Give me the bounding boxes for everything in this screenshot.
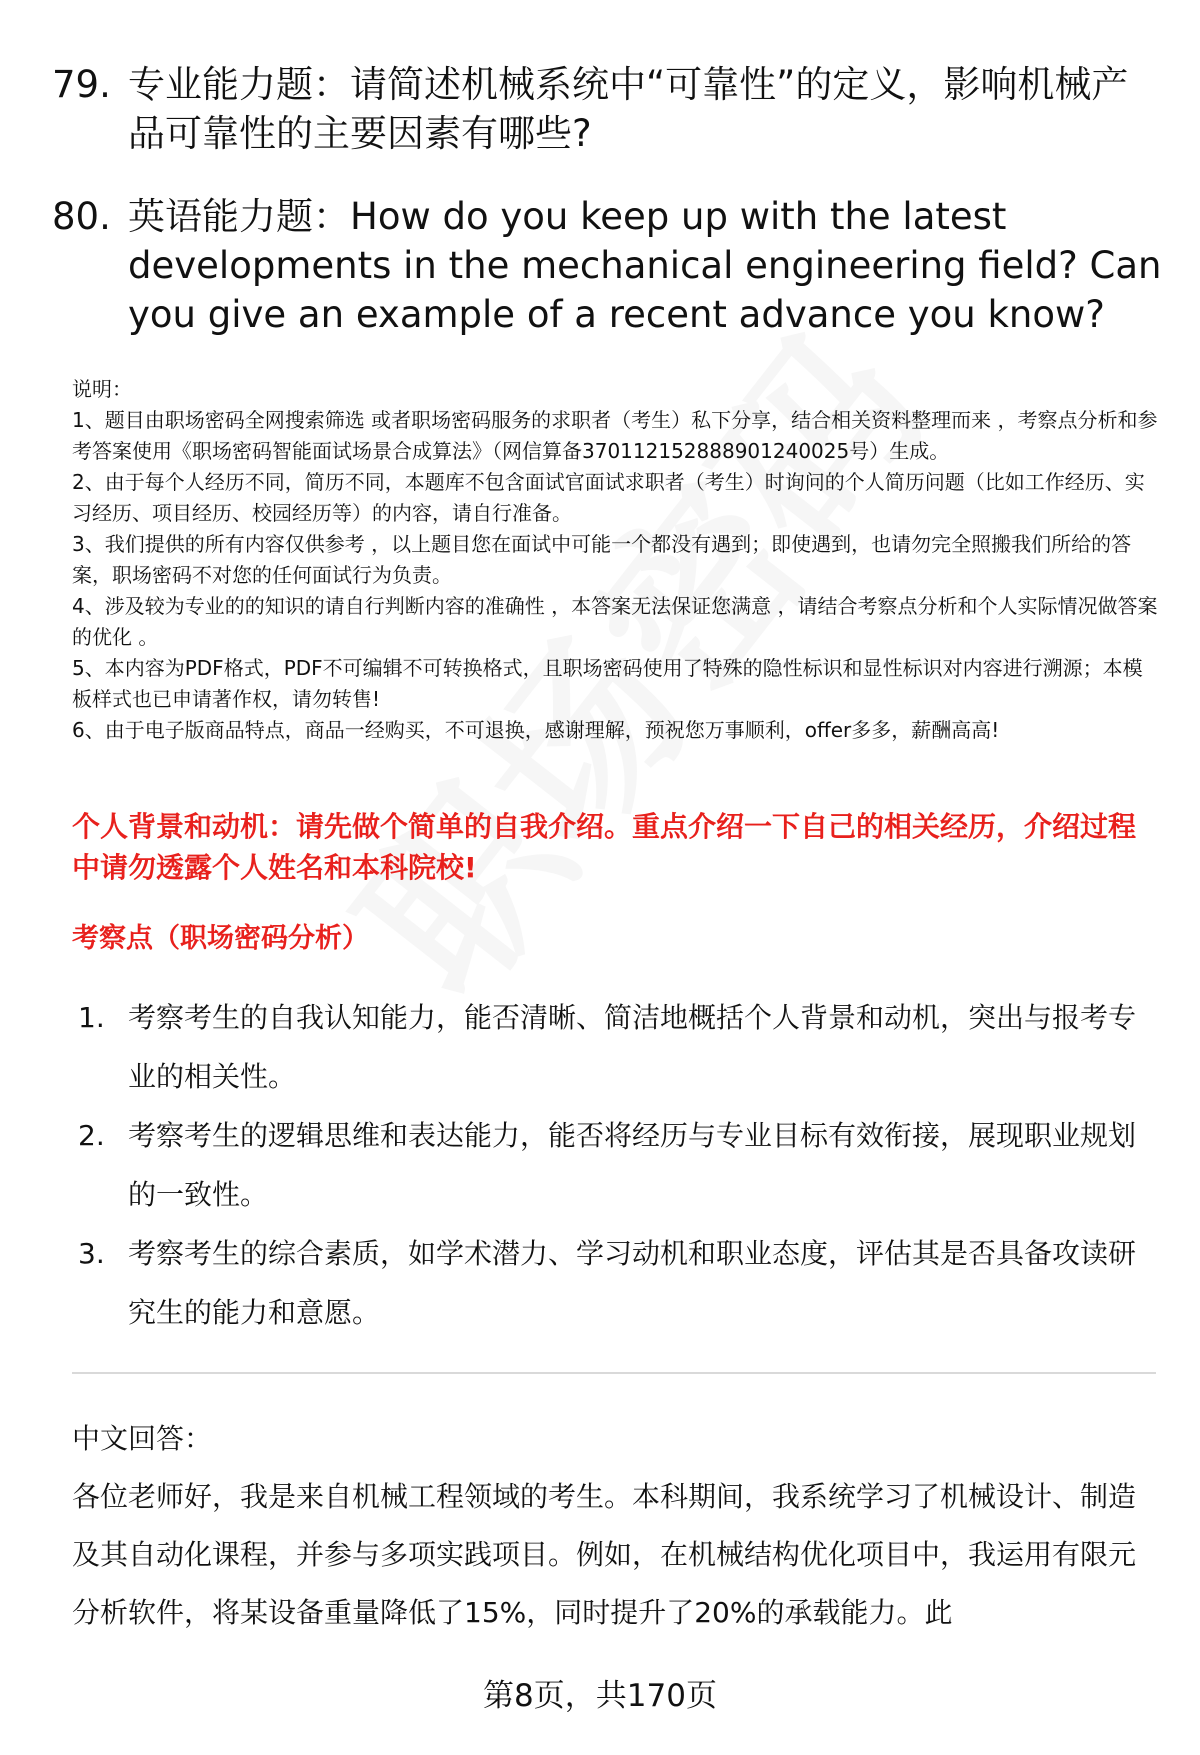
focus-title: 考察点（职场密码分析） — [72, 923, 369, 954]
note-item: 5、本内容为PDF格式，PDF不可编辑不可转换格式，且职场密码使用了特殊的隐性标识和显性标识对内容进行溯源；本模板样式也已申请著作权，请勿转售! — [72, 656, 1143, 711]
list-item — [78, 988, 1158, 1106]
point-text: 考察考生的逻辑思维和表达能力，能否将经历与专业目标有效衔接，展现职业规划的一致性。 — [128, 1119, 1137, 1211]
point-text: 考察考生的综合素质，如学术潜力、学习动机和职业态度，评估其是否具备攻读研究生的能力和意愿。 — [128, 1237, 1137, 1329]
point-number: 2. — [78, 1119, 105, 1152]
note-item: 3、我们提供的所有内容仅供参考 ，以上题目您在面试中可能一个都没有遇到；即使遇到，也请勿完全照搬我们所给的答案，职场密码不对您的任何面试行为负责。 — [72, 532, 1132, 587]
notes-title: 说明： — [72, 377, 132, 401]
note-item: 6、由于电子版商品特点，商品一经购买，不可退换，感谢理解，预祝您万事顺利，offer多多，薪酬高高! — [72, 718, 1000, 742]
question-text: 英语能力题：How do you keep up with the latest developments in the mechanical engineering field? Can you give an example of a recent advance you know? — [128, 195, 1162, 336]
answer-label: 中文回答： — [72, 1422, 213, 1455]
note-item: 2、由于每个人经历不同，简历不同，本题库不包含面试官面试求职者（考生）时询问的个人简历问题（比如工作经历、实习经历、项目经历、校园经历等）的内容，请自行准备。 — [72, 470, 1145, 525]
point-text: 考察考生的自我认知能力，能否清晰、简洁地概括个人背景和动机，突出与报考专业的相关性。 — [128, 1001, 1137, 1093]
divider — [72, 1372, 1156, 1374]
answer-text: 各位老师好，我是来自机械工程领域的考生。本科期间，我系统学习了机械设计、制造及其自动化课程，并参与多项实践项目。例如，在机械结构优化项目中，我运用有限元分析软件，将某设备重量降低了15%，同时提升了20%的承载能力。此 — [72, 1480, 1137, 1629]
point-number: 1. — [78, 1001, 105, 1034]
notes-block — [72, 374, 1158, 746]
question-80 — [52, 192, 1162, 339]
point-number: 3. — [78, 1237, 105, 1270]
note-item: 4、涉及较为专业的的知识的请自行判断内容的准确性 ，本答案无法保证您满意 ，请结合考察点分析和个人实际情况做答案的优化 。 — [72, 594, 1158, 649]
focus-points-list — [78, 988, 1158, 1342]
note-item: 1、题目由职场密码全网搜索筛选 或者职场密码服务的求职者（考生）私下分享，结合相关资料整理而来 ，考察点分析和参考答案使用《职场密码智能面试场景合成算法》（网信算备370112152888901240025号）生成。 — [72, 408, 1158, 463]
list-item — [78, 1224, 1158, 1342]
question-number: 80. — [52, 195, 111, 238]
answer-block — [72, 1410, 1158, 1642]
question-79 — [52, 60, 1162, 158]
list-item — [78, 1106, 1158, 1224]
page-footer: 第8页，共170页 — [483, 1678, 717, 1714]
question-number: 79. — [52, 63, 111, 106]
question-text: 专业能力题：请简述机械系统中“可靠性”的定义，影响机械产品可靠性的主要因素有哪些? — [128, 63, 1129, 155]
section-heading: 个人背景和动机：请先做个简单的自我介绍。重点介绍一下自己的相关经历，介绍过程中请勿透露个人姓名和本科院校! — [72, 810, 1137, 884]
